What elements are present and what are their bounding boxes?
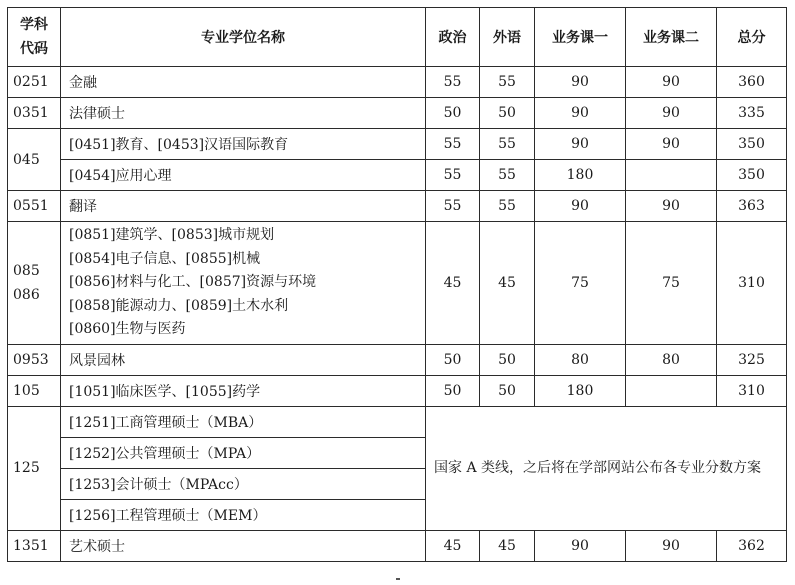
table-row	[8, 129, 787, 160]
score-course2: 75	[626, 222, 717, 345]
subject-code-line: 085	[13, 262, 40, 279]
score-total: 325	[717, 344, 787, 375]
header-subject-code	[8, 8, 61, 67]
degree-name: [1051]临床医学、[1055]药学	[61, 375, 426, 406]
score-course2	[626, 375, 717, 406]
score-course1: 180	[535, 160, 626, 191]
table-row	[8, 406, 787, 437]
subject-code: 1351	[8, 530, 61, 561]
degree-name: [0454]应用心理	[61, 160, 426, 191]
score-foreign: 45	[480, 222, 535, 345]
score-total: 350	[717, 129, 787, 160]
header-degree-name: 专业学位名称	[61, 8, 426, 67]
score-course1: 90	[535, 67, 626, 98]
header-course-one: 业务课一	[535, 8, 626, 67]
score-politics: 55	[426, 67, 480, 98]
score-total: 335	[717, 98, 787, 129]
score-total: 310	[717, 222, 787, 345]
header-total: 总分	[717, 8, 787, 67]
degree-name: 翻译	[61, 191, 426, 222]
score-course2: 90	[626, 129, 717, 160]
score-course2	[626, 160, 717, 191]
score-politics: 50	[426, 375, 480, 406]
degree-name-line: [0854]电子信息、[0855]机械	[69, 250, 261, 267]
score-note: 国家 A 类线，之后将在学部网站公布各专业分数方案	[426, 406, 787, 530]
score-politics: 55	[426, 191, 480, 222]
score-course2: 90	[626, 67, 717, 98]
score-foreign: 55	[480, 191, 535, 222]
degree-name: [1251]工商管理硕士（MBA）	[61, 406, 426, 437]
score-politics: 45	[426, 530, 480, 561]
score-total: 310	[717, 375, 787, 406]
table-row	[8, 375, 787, 406]
table-row	[8, 160, 787, 191]
subject-code: 0251	[8, 67, 61, 98]
score-course2: 90	[626, 98, 717, 129]
score-total: 363	[717, 191, 787, 222]
subject-code-line: 086	[13, 286, 40, 303]
table-row	[8, 344, 787, 375]
score-foreign: 50	[480, 98, 535, 129]
table-row	[8, 191, 787, 222]
subject-code: 125	[8, 406, 61, 530]
degree-name: [1256]工程管理硕士（MEM）	[61, 499, 426, 530]
subject-code: 045	[8, 129, 61, 191]
score-foreign: 50	[480, 375, 535, 406]
header-foreign-language: 外语	[480, 8, 535, 67]
score-course2: 80	[626, 344, 717, 375]
score-foreign: 45	[480, 530, 535, 561]
degree-name-line: [0856]材料与化工、[0857]资源与环境	[69, 274, 317, 290]
degree-name: [1252]公共管理硕士（MPA）	[61, 437, 426, 468]
score-politics: 50	[426, 344, 480, 375]
score-course2: 90	[626, 191, 717, 222]
score-course1: 80	[535, 344, 626, 375]
score-course1: 75	[535, 222, 626, 345]
degree-name: [1253]会计硕士（MPAcc）	[61, 468, 426, 499]
subject-code: 0953	[8, 344, 61, 375]
subject-code: 0551	[8, 191, 61, 222]
score-politics: 45	[426, 222, 480, 345]
degree-name-line: [0858]能源动力、[0859]土木水利	[69, 297, 289, 314]
score-course1: 90	[535, 98, 626, 129]
score-table	[7, 7, 787, 562]
score-politics: 50	[426, 98, 480, 129]
table-row	[8, 530, 787, 561]
degree-name: 艺术硕士	[61, 530, 426, 561]
table-row	[8, 67, 787, 98]
table-row	[8, 222, 787, 345]
score-foreign: 55	[480, 129, 535, 160]
header-course-two: 业务课二	[626, 8, 717, 67]
score-politics: 55	[426, 160, 480, 191]
table-row	[8, 98, 787, 129]
score-course1: 90	[535, 530, 626, 561]
header-code-line2: 代码	[20, 41, 48, 57]
degree-name: 风景园林	[61, 344, 426, 375]
subject-code	[8, 222, 61, 345]
score-foreign: 50	[480, 344, 535, 375]
degree-name: 法律硕士	[61, 98, 426, 129]
score-foreign: 55	[480, 67, 535, 98]
score-total: 350	[717, 160, 787, 191]
header-row	[8, 8, 787, 67]
degree-name: 金融	[61, 67, 426, 98]
degree-name	[61, 222, 426, 345]
degree-name-line: [0851]建筑学、[0853]城市规划	[69, 227, 275, 243]
header-politics: 政治	[426, 8, 480, 67]
score-politics: 55	[426, 129, 480, 160]
header-code-line1: 学科	[20, 17, 48, 33]
subject-code: 0351	[8, 98, 61, 129]
score-course1: 90	[535, 129, 626, 160]
score-total: 362	[717, 530, 787, 561]
footer-mark	[396, 578, 400, 580]
score-foreign: 55	[480, 160, 535, 191]
subject-code: 105	[8, 375, 61, 406]
degree-name: [0451]教育、[0453]汉语国际教育	[61, 129, 426, 160]
score-course1: 90	[535, 191, 626, 222]
degree-name-line: [0860]生物与医药	[69, 321, 186, 337]
score-course1: 180	[535, 375, 626, 406]
score-total: 360	[717, 67, 787, 98]
score-course2: 90	[626, 530, 717, 561]
